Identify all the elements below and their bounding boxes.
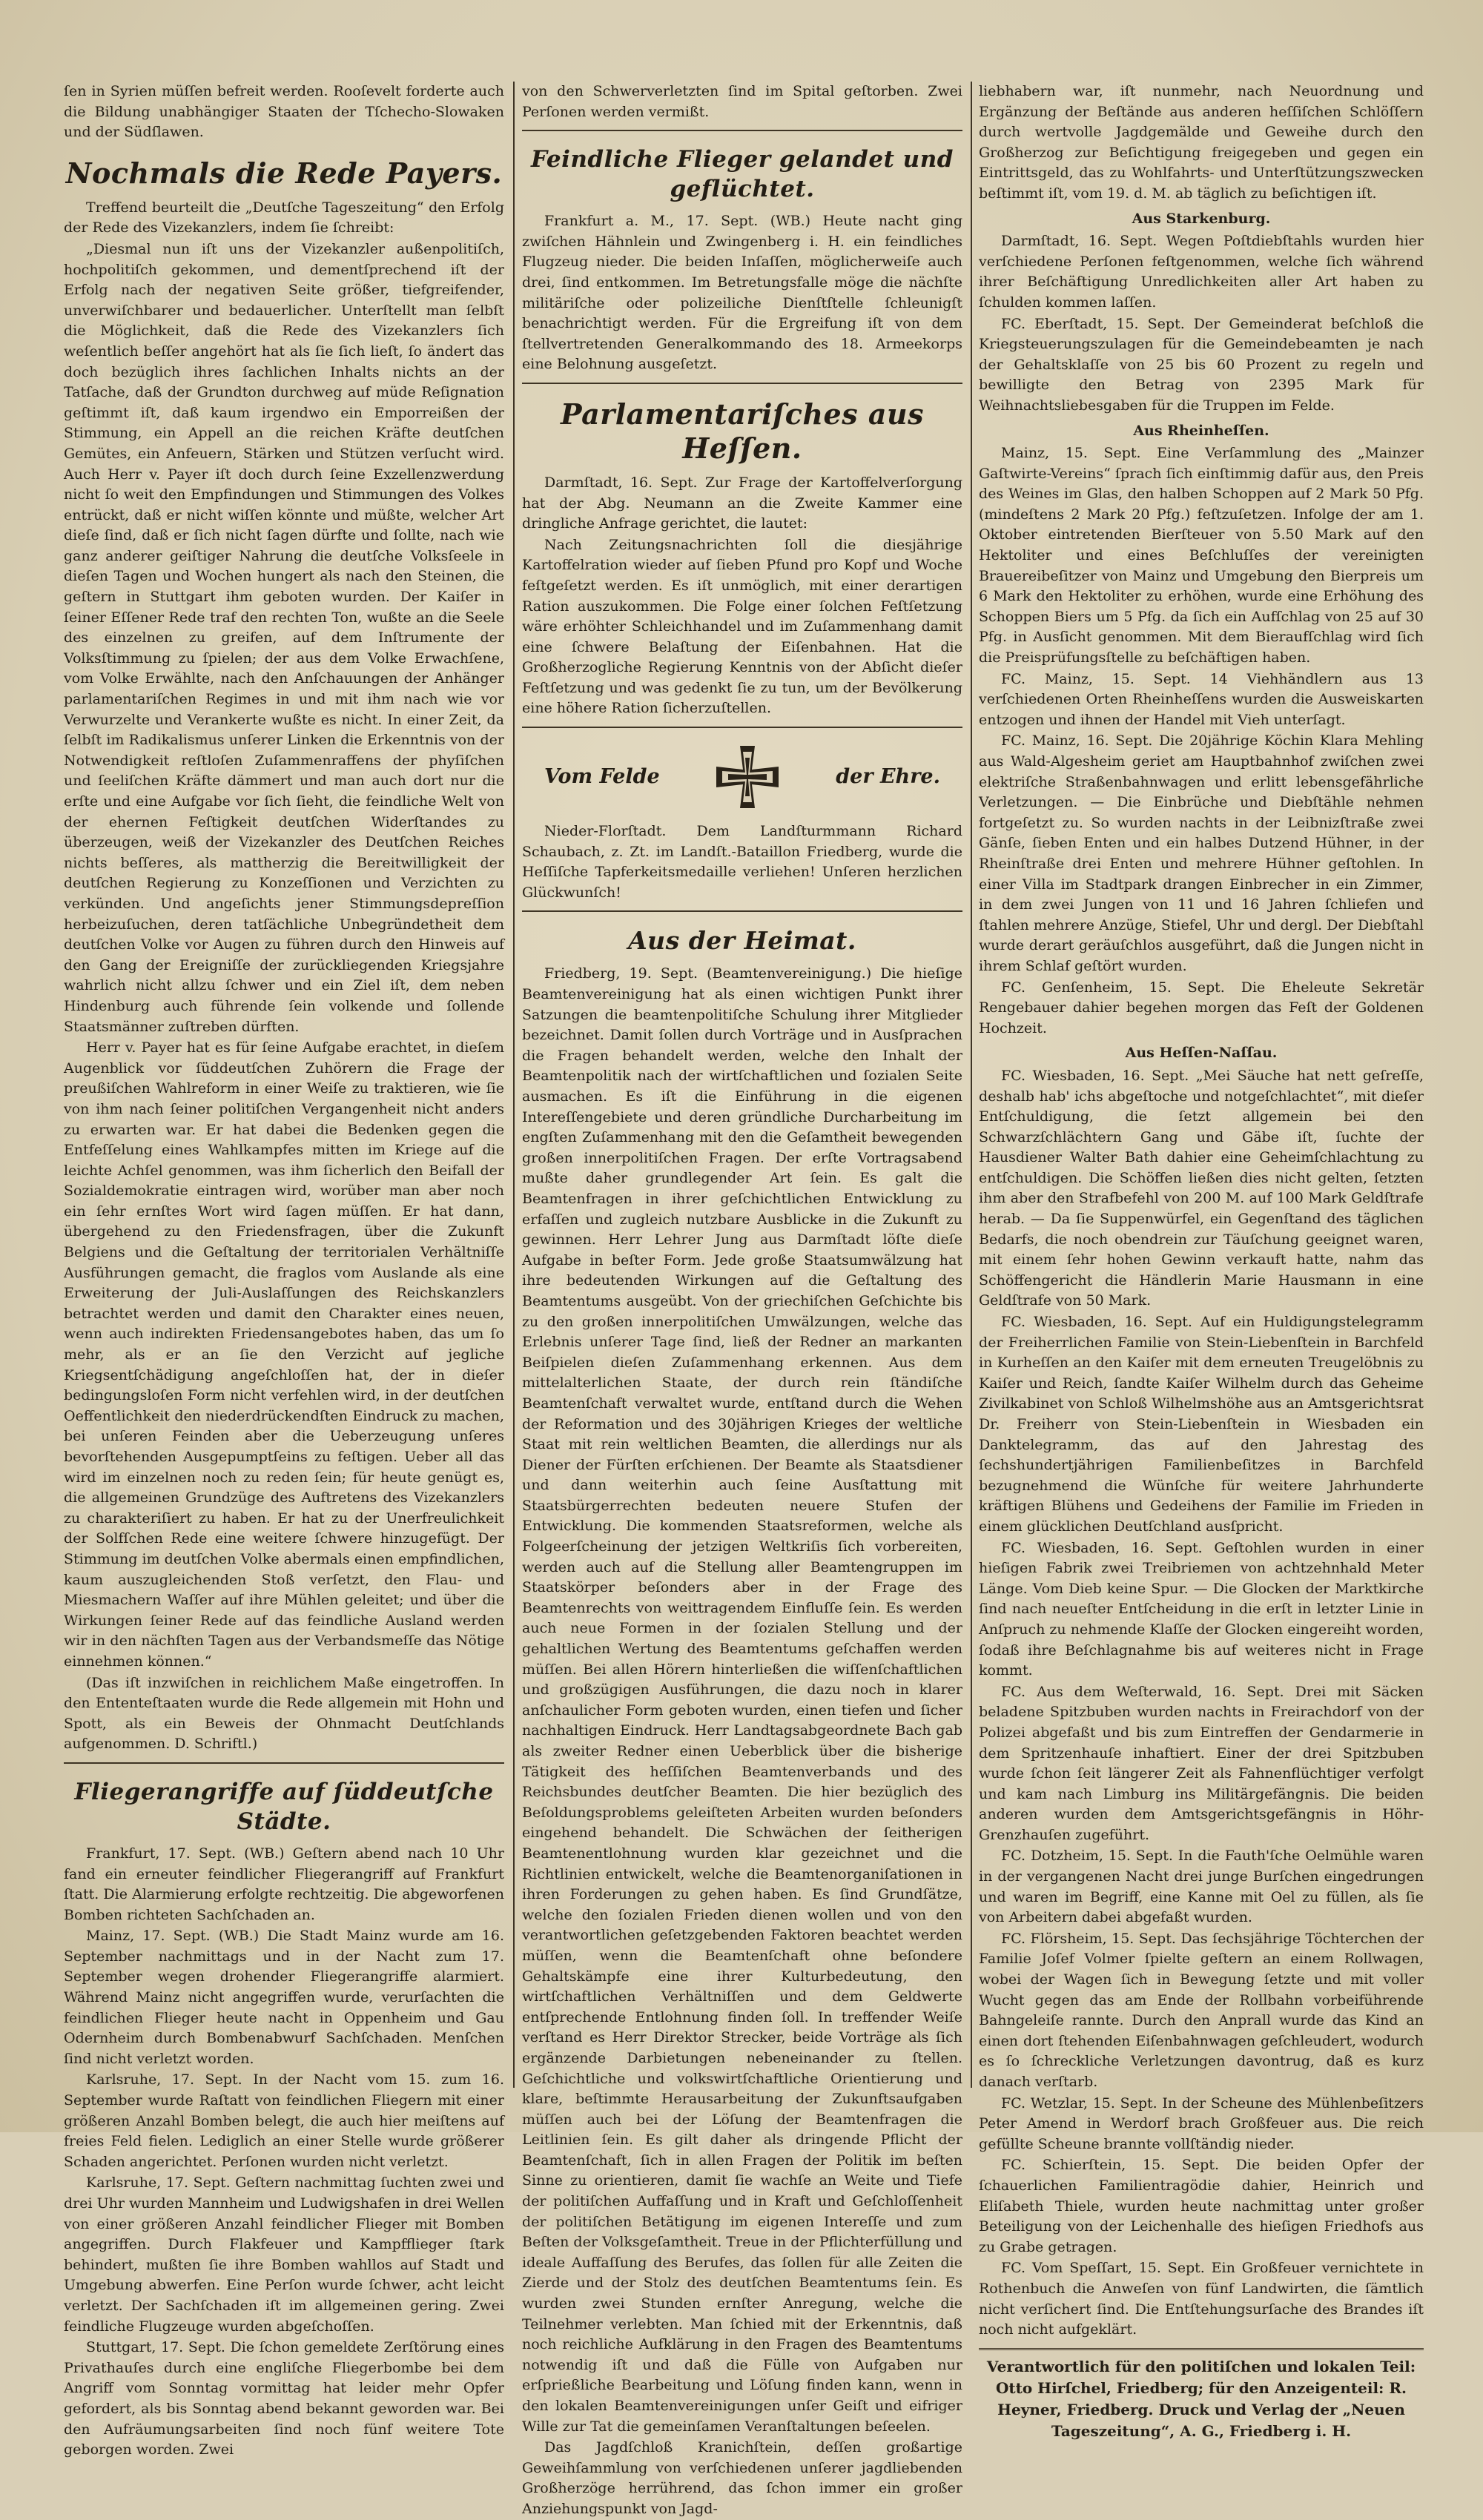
starkenburg-news (979, 231, 1424, 416)
paragraph: Frankfurt, 17. Sept. (WB.) Geſtern abend nach 10 Uhr fand ein erneuter feindlicher Fliegerangriff auf Frankfurt ſtatt. Die Alarmierung erfolgte rechtzeitig. Die abgeworfenen Bomben richteten Sachſchaden an. (64, 1845, 504, 1923)
column-1 (64, 82, 504, 2458)
imprint: Verantwortlich für den politiſchen und lokalen Teil: Otto Hirſchel, Friedberg; für den Anzeigenteil: R. Heyner, Friedberg. Druck und Verlag der „Neuen Tageszeitung“, A. G., Friedberg i. H. (979, 2348, 1424, 2442)
nassau-news (979, 1066, 1424, 2341)
headline-aus-der-heimat: Aus der Heimat. (628, 926, 856, 956)
column3-intro: liebhabern war, iſt nunmehr, nach Neuordnung und Ergänzung der Beſtände aus anderen heſſiſchen Schlöſſern durch wertvolle Jagdgemälde und Geweihe durch den Großherzog zur Beſichtigung freigegeben und gegen ein Eintrittsgeld, das zu Wohlfahrts- und Unterſtützungszwecken beſtimmt iſt, vom 19. d. M. ab täglich zu beſichtigen iſt. (979, 83, 1424, 202)
flieger-article (64, 1844, 504, 2461)
paragraph: „Diesmal nun iſt uns der Vizekanzler außenpolitiſch, hochpolitiſch gekommen, und dementſprechend iſt der Erfolg nach der negativen Seite größer, tiefgreifender, unverwiſchbarer und bedauerlicher. Unterſtellt man ſelbſt die Möglichkeit, daß die Rede des Vizekanzlers ſich weſentlich beſſer angehört hat als ſie ſich lieſt, ſo ändert das doch bezüglich ihres ſachlichen Inhalts nichts an der Tatſache, daß der Grundton durchweg auf müde Reſignation geſtimmt iſt, daß kaum irgendwo ein Emporreißen der Stimmung, ein Appell an die reichen Kräfte deutſchen Gemütes, ein Anfeuern, Stärken und Stützen verſucht wird. Auch Herr v. Payer iſt doch durch ſeine Exzellenzwerdung nicht ſo weit den Empfindungen und Stimmungen des Volkes entrückt, daß er nicht wiſſen könnte und müßte, welcher Art dieſe ſind, daß er ſich nicht ſagen dürfte und ſollte, nach wie ganz anderer geiſtiger Nahrung die deutſche Volksſeele in dieſen Tagen und Wochen hungert als nach den Steinen, die geſtern in Stuttgart ihm geboten wurden. Der Kaiſer in ſeiner Eſſener Rede traf den rechten Ton, wußte an die Seele des einzelnen zu greifen, auf dem Inſtrumente der Volksſtimmung zu ſpielen; der aus dem Volke Erwachſene, vom Volke Erwählte, nach den Anſchauungen der Anhänger parlamentariſchen Regimes in und mit ihm nach wie vor Verwurzelte und Verankerte wußte es nicht. In einer Zeit, da ſelbſt im Radikalismus unſerer Linken die Erkenntnis von der Notwendigkeit reſtloſen Zuſammenraffens der phyſiſchen und ſeeliſchen Kräfte dämmert und man auch dort nur die erſte und eine Aufgabe vor ſich ſieht, die feindliche Welt von der ehernen Feſtigkeit deutſchen Widerſtandes zu überzeugen, weiß der Vizekanzler des Deutſchen Reiches nichts beſſeres, als mattherzig die Bereitwilligkeit der deutſchen Regierung zu Konzeſſionen und Verzichten zu verkünden. Und angeſichts jener Stimmungsdepreſſion herbeizuſuchen, deren tatſächliche Unbegründetheit dem deutſchen Volke vor Augen zu führen durch den Hinweis auf den Gang der Ereigniſſe der zurückliegenden Kriegsjahre wahrlich nicht allzu ſchwer und ein Ziel iſt, dem neben Hindenburg auch führende ſein volkende und ſollende Staatsmänner zuſtreben dürften. (64, 240, 504, 1035)
honor-banner (544, 740, 940, 814)
headline-flieger-gelandet: Feindliche Flieger gelandet und geflüchtet. (531, 146, 954, 203)
column1-intro: ſen in Syrien müſſen befreit werden. Rooſevelt forderte auch die Bildung unabhängiger Staaten der Tſchecho-Slowaken und der Südſlawen. (64, 83, 504, 141)
column-rule-right (971, 82, 972, 2088)
column2-intro: von den Schwerverletzten ſind im Spital geſtorben. Zwei Perſonen werden vermißt. (522, 83, 962, 120)
headline-fliegerangriffe: Fliegerangriffe auf ſüddeutſche Städte. (74, 1778, 494, 1835)
honor-text: Nieder-Florſtadt. Dem Landſturmmann Richard Schaubach, z. Zt. im Landſt.-Bataillon Friedberg, wurde die Heſſiſche Tapferkeitsmedaille verliehen! Unſeren herzlichen Glückwunſch! (522, 823, 962, 901)
honor-left-text: Vom Felde (544, 765, 660, 789)
paragraph: Stuttgart, 17. Sept. Die ſchon gemeldete Zerſtörung eines Privathauſes durch eine engliſche Fliegerbombe bei dem Angriff vom Sonntag vormittag hat leider mehr Opfer gefordert, als bis Sonntag abend bekannt geworden war. Bei den Aufräumungsarbeiten ſind noch fünf weitere Tote geborgen worden. Zwei (64, 2339, 504, 2458)
section-divider (64, 1762, 504, 1764)
paragraph: Treffend beurteilt die „Deutſche Tageszeitung“ den Erfolg der Rede des Vizekanzlers, indem ſie ſchreibt: (64, 199, 504, 237)
paragraph: Karlsruhe, 17. Sept. In der Nacht vom 15. zum 16. September wurde Raſtatt von feindlichen Fliegern mit einer größeren Anzahl Bomben belegt, die auch hier meiſtens auf freies Feld fielen. Lediglich an einer Stelle wurde größerer Schaden angerichtet. Perſonen wurden nicht verletzt. (64, 2071, 504, 2170)
paragraph: Friedberg, 19. Sept. (Beamtenvereinigung.) Die hieſige Beamtenvereinigung hat als einen wichtigen Punkt ihrer Satzungen die beamtenpolitiſche Schulung ihrer Mitglieder bezeichnet. Damit ſollen durch Vorträge und in Ausſprachen die Fragen behandelt werden, welche den Inhalt der Beamtenpolitik nach der wirtſchaftlichen und ſozialen Seite ausmachen. Es iſt die Einführung in die eigenen Intereſſengebiete und deren gründliche Durcharbeitung im engſten Zuſammenhang mit den die Geſamtheit bewegenden großen innerpolitiſchen Fragen. Der erſte Vortragsabend mußte daher grundlegender Art ſein. Es galt die Beamtenfragen in ihrer geſchichtlichen Entwicklung zu erfaſſen und zugleich nutzbare Ausblicke in die Zukunft zu gewinnen. Herr Lehrer Jung aus Darmſtadt löſte dieſe Aufgabe in beſter Form. Jede große Staatsumwälzung hat ihre bedeutenden Wirkungen auf die Geſtaltung des Beamtentums ausgeübt. Von der griechiſchen Geſchichte bis zu den großen innerpolitiſchen Umwälzungen, welche das Erlebnis unſerer Tage ſind, ließ der Redner an markanten Beiſpielen dieſen Zuſammenhang erkennen. Aus dem mittelalterlichen Staate, der durch rein ſtändiſche Beamtenſchaft verwaltet wurde, entſtand durch die Wehen der Reformation und des 30jährigen Krieges der weltliche Staat mit rein weltlichen Beamten, die allerdings nur als Diener der Fürſten erſchienen. Der Beamte als Staatsdiener und dann weiterhin auch ſeine Ausſtattung mit Staatsbürgerrechten bedeuten neuere Stufen der Entwicklung. Die kommenden Staatsreformen, welche als Folgeerſcheinung der jetzigen Weltkriſis ſich vorbereiten, werden auch auf die Stellung aller Beamtengruppen im Staatskörper beſonders aber in der Frage des Beamtenrechts von weittragendem Einfluſſe ſein. Es werden auch neue Formen in der ſozialen Stellung und der gehaltlichen Wertung des Beamtentums geſchaffen werden müſſen. Bei allen Hörern hinterließen die wiſſenſchaftlichen und großzügigen Ausführungen, die dazu noch in klarer anſchaulicher Form geboten wurden, einen tiefen und ſicher nachhaltigen Eindruck. Herr Landtagsabgeordnete Bach gab als zweiter Redner einen Ueberblick über die bisherige Tätigkeit des heſſiſchen Beamtenverbands und des Reichsbundes deutſcher Beamten. Die hier bezüglich des Beſoldungsproblems geleiſteten Arbeiten wurden beſonders eingehend behandelt. Die Schwächen der ſeitherigen Beamtenentlohnung wurden klar gezeichnet und die Richtlinien entwickelt, welche die Beamtenorganiſationen in ihren Forderungen zu gehen haben. Es ſind Grundſätze, welche den ſozialen Frieden dienen wollen und von den verantwortlichen geſetzgebenden Faktoren beachtet werden müſſen, wenn die Beamtenſchaft ohne beſondere Gehaltskämpfe eine ihrer Kulturbedeutung, den wirtſchaftlichen Verhältniſſen und dem Geldwerte entſprechende Entlohnung finden ſoll. In treffender Weiſe verſtand es Herr Direktor Strecker, beide Vorträge als ſich ergänzende Darbietungen nebeneinander zu ſtellen. Geſchichtliche und volkswirtſchaftliche Orientierung und klare, beſtimmte Herausarbeitung der Zukunftsaufgaben müſſen auch bei der Löſung der Beamtenfragen die Leitlinien ſein. Es gilt daher als dringende Pflicht der Beamtenſchaft, ſich in allen Fragen der Politik im beſten Sinne zu orientieren, damit ſie wachſe an Weite und Tiefe der politiſchen Auffaſſung und in Kraft und Geſchloſſenheit der politiſchen Betätigung im eigenen Intereſſe und zum Beſten der Volksgeſamtheit. Treue in der Pflichterfüllung und ideale Auffaſſung des Berufes, das ſollen für alle Zeiten die Zierde und der Stolz des deutſchen Beamtentums ſein. Es wurden zwei Stunden ernſter Anregung, welche die Teilnehmer verlebten. Man ſchied mit der Erkenntnis, daß noch reichliche Aufklärung in den Fragen des Beamtentums notwendig iſt und daß die Fülle von Aufgaben nur erſprießliche Bearbeitung und Löſung finden kann, wenn in den lokalen Beamtenvereinigungen unſer Geiſt und eifriger Wille zur Tat die gemeinſamen Veranſtaltungen beſeelen. (522, 965, 962, 2435)
column-3 (979, 82, 1424, 2440)
paragraph: FC. Vom Speſſart, 15. Sept. Ein Großfeuer vernichtete in Rothenbuch die Anweſen von fünf Landwirten, die ſämtlich nicht verſichert ſind. Die Entſtehungsurſache des Brandes iſt noch nicht aufgeklärt. (979, 2260, 1424, 2338)
paragraph: Karlsruhe, 17. Sept. Geſtern nachmittag ſuchten zwei und drei Uhr wurden Mannheim und Ludwigshafen in drei Wellen von einer größeren Anzahl feindlicher Flieger mit Bomben angegriffen. Durch Flakfeuer und Kampfflieger ſtark behindert, mußten ſie ihre Bomben wahllos auf Stadt und Umgebung abwerfen. Eine Perſon wurde ſchwer, acht leicht verletzt. Der Sachſchaden iſt im allgemeinen gering. Zwei feindliche Flugzeuge wurden abgeſchoſſen. (64, 2175, 504, 2335)
headline-parlamentarisches: Parlamentariſches aus Heſſen. (561, 397, 924, 465)
heimat-article (522, 964, 962, 2519)
paragraph: Herr v. Payer hat es für ſeine Aufgabe erachtet, in dieſem Augenblick vor ſüddeutſchen Zuhörern die Frage der preußiſchen Wahlreform in einer Weiſe zu traktieren, wie ſie von ihm nach ſeiner politiſchen Vergangenheit nicht anders zu erwarten war. Er hat dabei die Bedenken gegen die Entfeſſelung eines Wahlkampfes mitten im Kriege auf die leichte Achſel genommen, was ihm ſicherlich den Beifall der Sozialdemokratie eintragen wird, worüber man aber noch ein ſehr ernſtes Wort wird ſagen müſſen. Er hat dann, übergehend zu den Friedensfragen, über die Zukunft Belgiens und die Geſtaltung der territorialen Verhältniſſe Ausführungen gemacht, die fraglos vom Auslande als eine Erweiterung der Juli-Auslaſſungen des Reichskanzlers betrachtet werden und damit den Charakter eines neuen, wenn auch indirekten Friedensangebotes haben, das um ſo mehr, als er an ſie den Verzicht auf jegliche Kriegsentſchädigung angeſchloſſen hat, der in dieſer bedingungsloſen Form nicht verfehlen wird, in der deutſchen Oeffentlichkeit den niederdrückendſten Eindruck zu machen, bei unſeren Feinden aber die Ueberzeugung unſeres bevorſtehenden Ausgepumptſeins zu feſtigen. Ueber all das wird im einzelnen noch zu reden ſein; für heute genügt es, die allgemeinen Grundzüge des Auftretens des Vizekanzlers zu charakteriſiert zu haben. Er hat zu der Unerfreulichkeit der Solfſchen Rede eine weitere ſchwere hinzugefügt. Der Stimmung im deutſchen Volke abermals einen empfindlichen, kaum auszugleichenden Stoß verſetzt, den Flau- und Miesmachern Waſſer auf ihre Mühlen geleitet; und über die Wirkungen ſeiner Rede auf das feindliche Ausland werden wir in den nächſten Tagen aus der Verbandsmeſſe das Nötige einnehmen können.“ (64, 1039, 504, 1670)
subhead-rheinhessen: Aus Rheinheſſen. (1133, 422, 1269, 439)
paragraph: FC. Eberſtadt, 15. Sept. Der Gemeinderat beſchloß die Kriegsteuerungszulagen für die Gemeindebeamten je nach der Gehaltsklaſſe von 25 bis 60 Prozent zu regeln und bewilligte den Betrag von 2395 Mark für Weihnachtsliebesgaben für die Truppen im Felde. (979, 315, 1424, 414)
paragraph: FC. Wiesbaden, 16. Sept. Auf ein Huldigungstelegramm der Freiherrlichen Familie von Stein-Liebenſtein in Barchfeld in Kurheſſen an den Kaiſer mit dem erneuten Treugelöbnis zu Kaiſer und Reich, ſandte Kaiſer Wilhelm durch das Geheime Zivilkabinet von Schloß Wilhelmshöhe aus an Amtsgerichtsrat Dr. Freiherr von Stein-Liebenſtein in Wiesbaden ein Danktelegramm, das auf den Jahrestag des ſechshundertjährigen Familienbeſitzes in Barchfeld bezugnehmend die Wünſche für weitere Jahrhunderte kräftigen Blühens und Gedeihens der Familie im Frieden in einem glücklichen Deutſchland ausſpricht. (979, 1314, 1424, 1535)
paragraph: (Das iſt inzwiſchen in reichlichem Maße eingetroffen. In den Ententeſtaaten wurde die Rede allgemein mit Hohn und Spott, als ein Beweis der Ohnmacht Deutſchlands aufgenommen. D. Schriftl.) (64, 1674, 504, 1753)
paragraph: Mainz, 15. Sept. Eine Verſammlung des „Mainzer Gaſtwirte-Vereins“ ſprach ſich einſtimmig dafür aus, den Preis des Weines im Glas, den halben Schoppen auf 2 Mark 50 Pfg. (mindeſtens 2 Mark 20 Pfg.) feſtzuſetzen. Infolge der am 1. Oktober eintretenden Bierſteuer von 5.50 Mark auf den Hektoliter und eines Beſchluſſes der vereinigten Brauereibeſitzer von Mainz und Umgebung den Bierpreis um 6 Mark den Hektoliter zu erhöhen, wurde eine Erhöhung des Schoppen Biers um 5 Pfg. da ſich ein Aufſchlag von 25 auf 30 Pfg. in Ausſicht genommen. Mit dem Bieraufſchlag wird ſich die Preisprüfungsſtelle zu beſchäftigen haben. (979, 445, 1424, 667)
column-2 (522, 82, 962, 2517)
column-rule-left (513, 82, 515, 2088)
paragraph: FC. Schierſtein, 15. Sept. Die beiden Opfer der ſchauerlichen Familientragödie dahier, Heinrich und Eliſabeth Thiele, wurden heute nachmittag unter großer Beteiligung von der Leichenhalle des hieſigen Friedhofs aus zu Grabe getragen. (979, 2157, 1424, 2255)
paragraph: FC. Flörsheim, 15. Sept. Das ſechsjährige Töchterchen der Familie Joſef Volmer ſpielte geſtern an einem Rollwagen, wobei der Wagen ſich in Bewegung ſetzte und mit voller Wucht gegen das am Ende der Rollbahn vorbeiführende Bahngeleiſe rannte. Durch den Anprall wurde das Kind an einen dort ſtehenden Eiſenbahnwagen geſchleudert, wodurch es ſo ſchreckliche Verletzungen davontrug, daß es kurz danach verſtarb. (979, 1930, 1424, 2090)
paragraph: FC. Wiesbaden, 16. Sept. Geſtohlen wurden in einer hieſigen Fabrik zwei Treibriemen von achtzehnhald Meter Länge. Vom Dieb keine Spur. — Die Glocken der Marktkirche ſind nach neueſter Entſcheidung in die erſt in letzter Linie in Anſpruch zu nehmende Klaſſe der Glocken eingereiht worden, ſodaß ihre Beſchlagnahme bis auf weiteres nicht in Frage kommt. (979, 1539, 1424, 1679)
section-divider (522, 727, 962, 728)
paragraph: Mainz, 17. Sept. (WB.) Die Stadt Mainz wurde am 16. September nachmittags und in der Nacht zum 17. September wegen drohender Fliegerangriffe alarmiert. Während Mainz nicht angegriffen wurde, verurſachten die feindlichen Flieger heute nacht in Oppenheim und Gau Odernheim durch Bombenabwurf Sachſchaden. Menſchen ſind nicht verletzt worden. (64, 1928, 504, 2067)
paragraph: FC. Aus dem Weſterwald, 16. Sept. Drei mit Säcken beladene Spitzbuben wurden nachts in Freirachdorf von der Polizei abgefaßt und bis zum Eintreffen der Gendarmerie in dem Spritzenhauſe inhaftiert. Einer der drei Spitzbuben wurde ſchon ſeit längerer Zeit als Fahnenflüchtiger verfolgt und kam nach Limburg ins Militärgefängnis. Die beiden anderen wurden dem Amtsgerichtsgefängnis in Höhr-Grenzhauſen zugeführt. (979, 1683, 1424, 1843)
paragraph: Darmſtadt, 16. Sept. Zur Frage der Kartoffelverſorgung hat der Abg. Neumann an die Zweite Kammer eine dringliche Anfrage gerichtet, die lautet: (522, 474, 962, 532)
section-divider (522, 130, 962, 131)
section-divider (522, 910, 962, 912)
paragraph: FC. Dotzheim, 15. Sept. In die Fauth'ſche Oelmühle waren in der vergangenen Nacht drei junge Burſchen eingedrungen und waren im Begriff, eine Kanne mit Oel zu füllen, als ſie von Arbeitern dabei abgefaßt wurden. (979, 1848, 1424, 1926)
paragraph: FC. Genſenheim, 15. Sept. Die Eheleute Sekretär Rengebauer dahier begehen morgen das Feſt der Goldenen Hochzeit. (979, 979, 1424, 1036)
paragraph: FC. Mainz, 16. Sept. Die 20jährige Köchin Klara Mehling aus Wald-Algesheim geriet am Hauptbahnhof zwiſchen zwei elektriſche Straßenbahnwagen und erlitt lebensgefährliche Verletzungen. — Die Einbrüche und Diebſtähle nehmen fortgeſetzt zu. So wurden nachts in der Leibnizſtraße zwei Gänſe, ſieben Enten und ein halbes Dutzend Hühner, in der Rheinſtraße drei Enten und mehrere Hühner geſtohlen. In einer Villa im Stadtpark drangen Einbrecher in ein Zimmer, in dem zwei Jungen von 11 und 16 Jahren ſchliefen und ſtahlen mehrere Anzüge, Stiefel, Uhr und dergl. Der Diebſtahl wurde derart geräuſchlos ausgeführt, daß die Jungen nicht in ihrem Schlaf geſtört wurden. (979, 732, 1424, 974)
headline-payer: Nochmals die Rede Payers. (65, 156, 503, 190)
subhead-hessen-nassau: Aus Heſſen-Naſſau. (1125, 1045, 1278, 1062)
paragraph: Frankfurt a. M., 17. Sept. (WB.) Heute nacht ging zwiſchen Hähnlein und Zwingenberg i. H. ein feindliches Flugzeug nieder. Die beiden Inſaſſen, möglicherweiſe auch drei, ſind entkommen. Im Betretungsfalle möge die nächſte militäriſche oder polizeiliche Dienſtſtelle ſchleunigſt benachrichtigt werden. Für die Ergreifung iſt von dem ſtellvertretenden Generalkommando des 18. Armeekorps eine Belohnung ausgeſetzt. (522, 213, 962, 373)
landed-article (522, 211, 962, 375)
paragraph: FC. Mainz, 15. Sept. 14 Viehhändlern aus 13 verſchiedenen Orten Rheinheſſens wurden die Ausweiskarten entzogen und ihnen der Handel mit Vieh unterſagt. (979, 670, 1424, 728)
parl-article (522, 473, 962, 719)
paragraph: Das Jagdſchloß Kranichſtein, deſſen großartige Geweihſammlung von verſchiedenen unſerer jagdliebenden Großherzöge herrührend, das ſchon immer ein großer Anziehungspunkt von Jagd- (522, 2439, 962, 2517)
paragraph: Darmſtadt, 16. Sept. Wegen Poſtdiebſtahls wurden hier verſchiedene Perſonen feſtgenommen, welche ſich während ihrer Beſchäftigung Unredlichkeiten aller Art haben zu ſchulden kommen laſſen. (979, 233, 1424, 311)
payer-article (64, 198, 504, 1755)
paragraph: FC. Wiesbaden, 16. Sept. „Mei Säuche hat nett geſreſſe, deshalb hab' ichs abgeſtoche und notgeſchlachtet“, mit dieſer Entſchuldigung, die ſetzt allgemein bei den Schwarzſchlächtern Gang und Gäbe iſt, ſuchte der Hausdiener Walter Bath dahier eine Geheimſchlachtung zu entſchuldigen. Die Schöffen ließen dies nicht gelten, ſetzten ihm aber den Strafbefehl von 200 M. auf 100 Mark Geldſtrafe herab. — Da ſie Suppenwürfel, ein Gegenſtand des täglichen Bedarfs, die noch obendrein zur Täuſchung geeignet waren, mit einem ſehr hohen Gewinn verkauft hatte, nahm das Schöffengericht die Händlerin Marie Hausmann in eine Geldſtrafe von 50 Mark. (979, 1067, 1424, 1309)
honor-right-text: der Ehre. (836, 765, 940, 789)
iron-cross-icon (710, 740, 785, 814)
section-divider (522, 383, 962, 384)
rheinhessen-news (979, 443, 1424, 1039)
paragraph: FC. Wetzlar, 15. Sept. In der Scheune des Mühlenbeſitzers Peter Amend in Werdorf brach Großfeuer aus. Die reich gefüllte Scheune brannte vollſtändig nieder. (979, 2094, 1424, 2152)
paragraph: Nach Zeitungsnachrichten ſoll die diesjährige Kartoffelration wieder auf ſieben Pfund pro Kopf und Woche feſtgeſetzt werden. Es iſt unmöglich, mit einer derartigen Ration auszukommen. Die Folge einer ſolchen Feſtſetzung wäre erhöhter Schleichhandel und im Zuſammenhang damit eine ſchwere Belaſtung der Eiſenbahnen. Hat die Großherzogliche Regierung Kenntnis von der Abſicht dieſer Feſtſetzung und was gedenkt ſie zu tun, um der Bevölkerung eine höhere Ration ſicherzuſtellen. (522, 536, 962, 717)
subhead-starkenburg: Aus Starkenburg. (1132, 210, 1271, 227)
